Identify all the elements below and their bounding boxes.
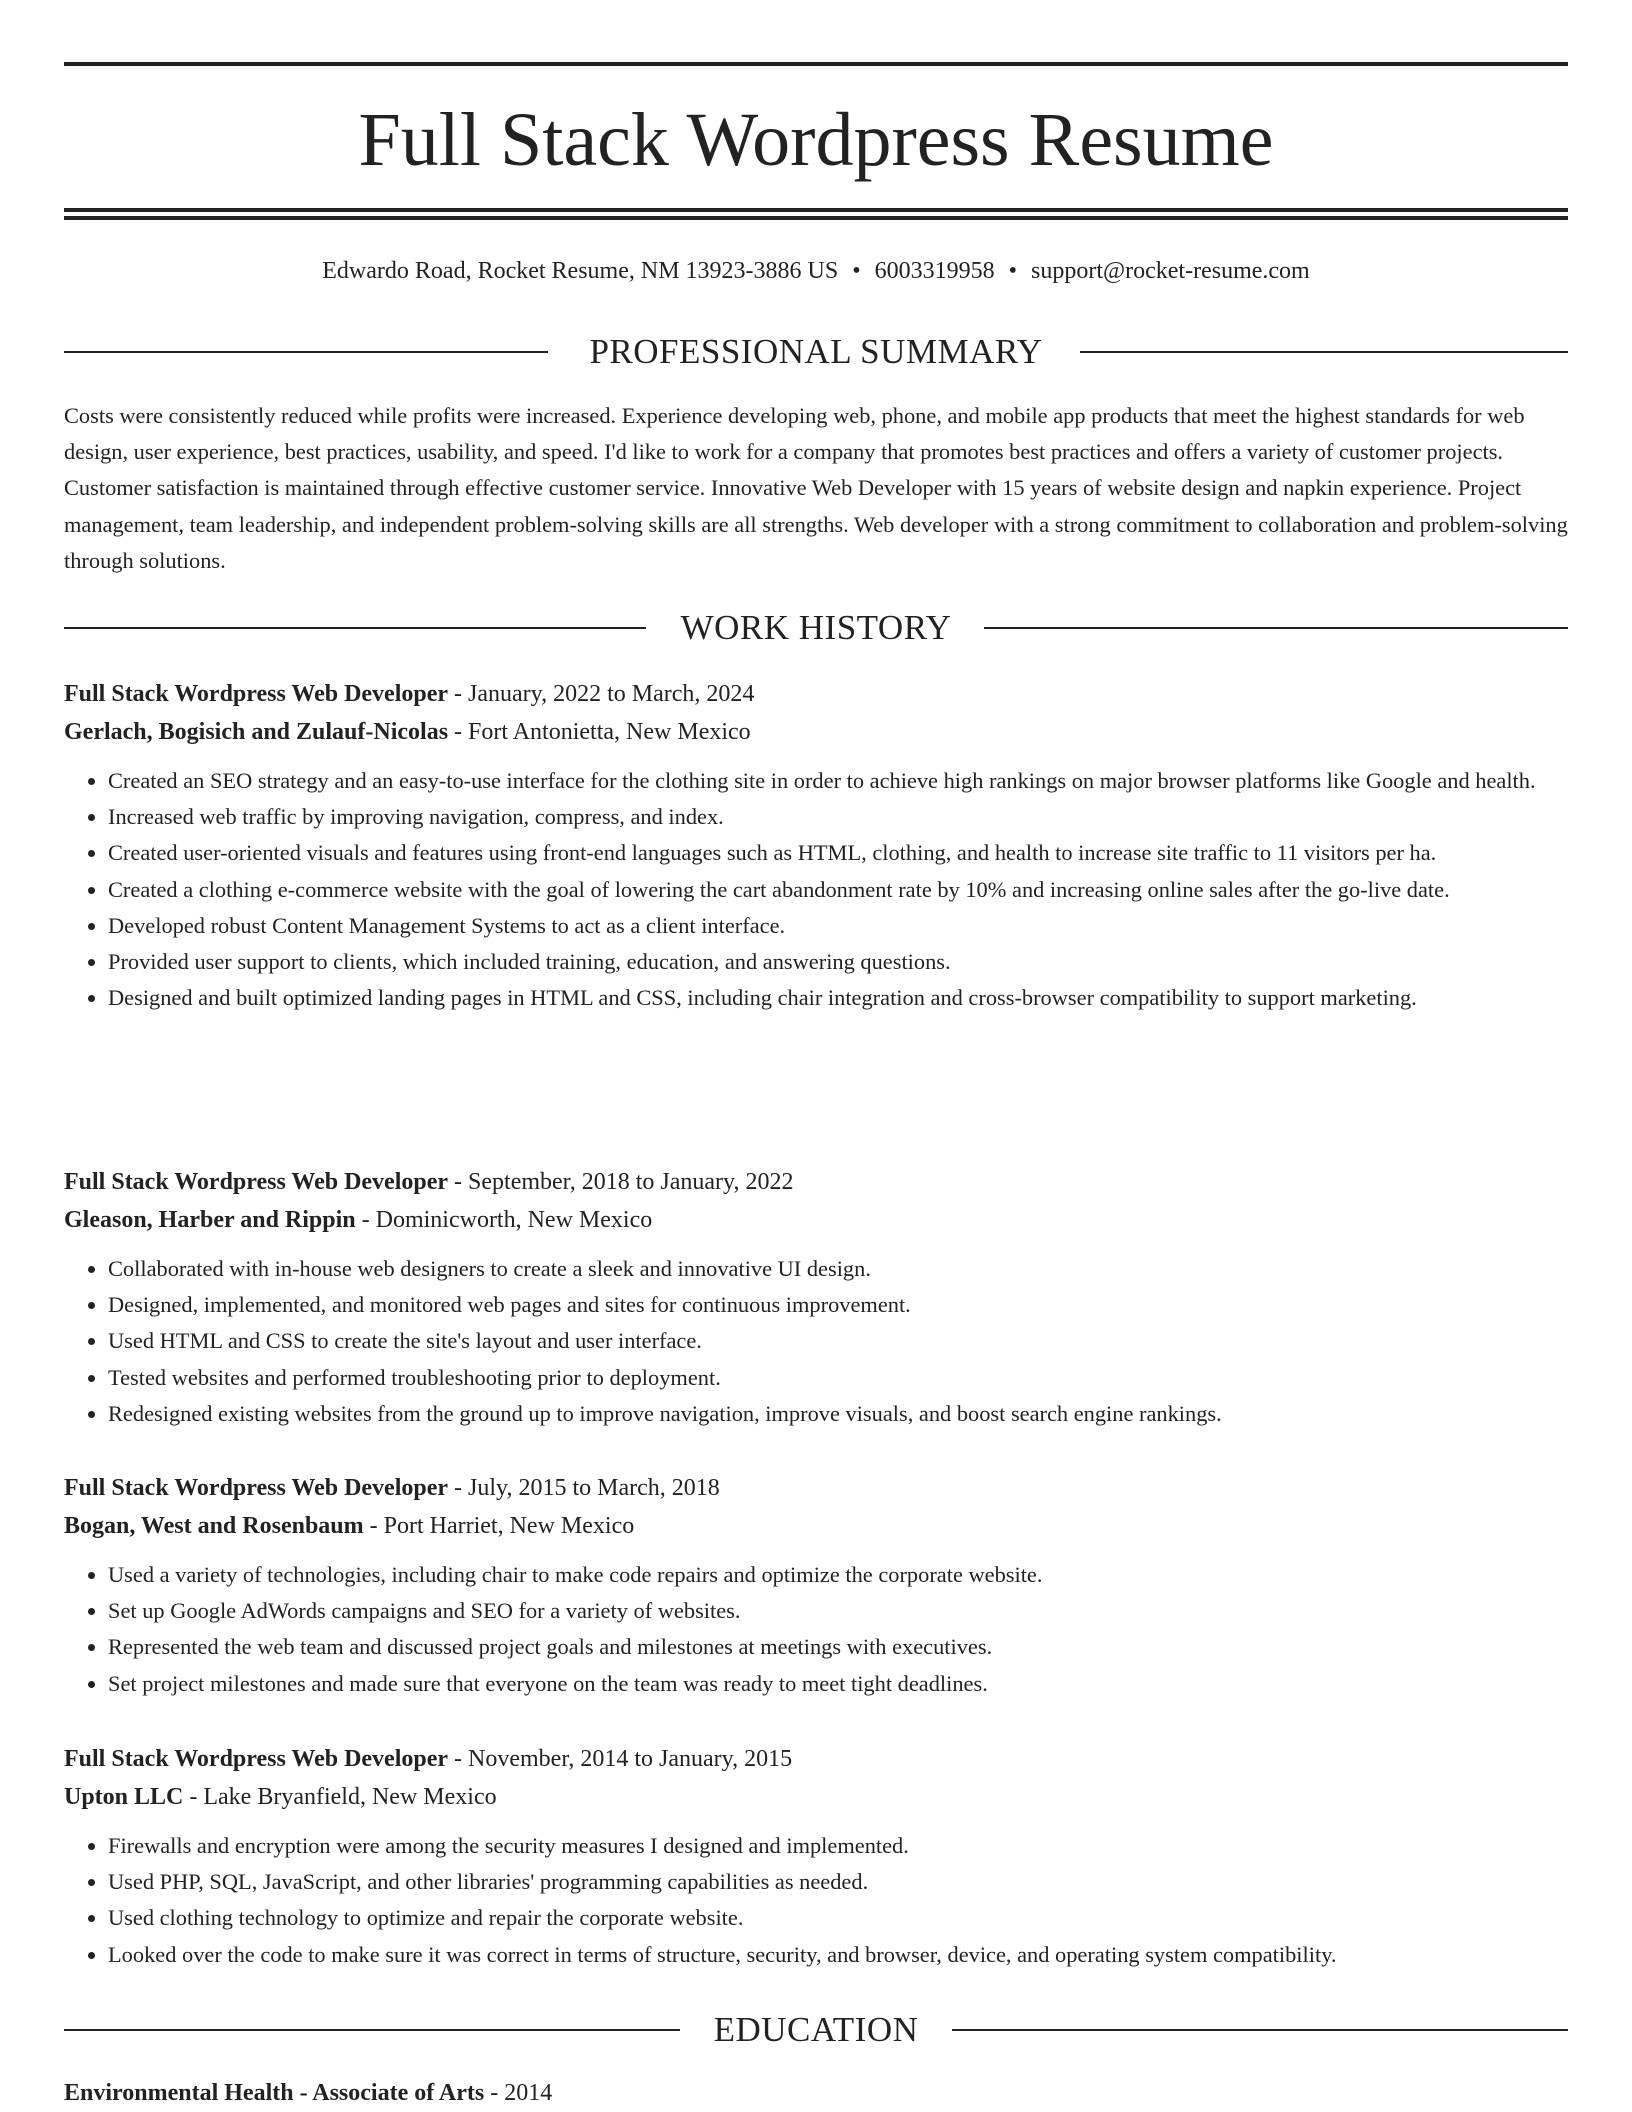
job-title-line bbox=[64, 1163, 1568, 1201]
bullet-item: • Set project milestones and made sure that everyone on the team was ready to meet tight deadlines. bbox=[108, 1666, 1568, 1702]
job-entry bbox=[64, 1740, 1568, 1973]
job-dates: - September, 2018 to January, 2022 bbox=[448, 1169, 794, 1195]
education-degree: Environmental Health - Associate of Arts bbox=[64, 2080, 485, 2106]
bullet-item: • Represented the web team and discussed project goals and milestones at meetings with executives. bbox=[108, 1629, 1568, 1665]
job-title: Full Stack Wordpress Web Developer bbox=[64, 1475, 449, 1501]
job-company-line bbox=[64, 713, 1568, 751]
job-company: Upton LLC bbox=[64, 1784, 184, 1810]
bullet-item: • Tested websites and performed troubleshooting prior to deployment. bbox=[108, 1360, 1568, 1396]
job-title: Full Stack Wordpress Web Developer bbox=[64, 1169, 449, 1195]
section-title: PROFESSIONAL SUMMARY bbox=[589, 332, 1043, 371]
job-bullets bbox=[64, 1251, 1568, 1432]
job-company: Bogan, West and Rosenbaum bbox=[64, 1513, 364, 1539]
contact-separator: • bbox=[852, 258, 861, 284]
job-location: - Fort Antonietta, New Mexico bbox=[448, 719, 751, 745]
bullet-item: • Set up Google AdWords campaigns and SEO for a variety of websites. bbox=[108, 1593, 1568, 1629]
title-rule-upper bbox=[64, 208, 1568, 212]
job-bullets bbox=[64, 763, 1568, 1016]
contact-address: Edwardo Road, Rocket Resume, NM 13923-3886 US bbox=[322, 258, 839, 284]
job-dates: - July, 2015 to March, 2018 bbox=[448, 1475, 720, 1501]
contact-line bbox=[64, 254, 1568, 288]
bullet-item: • Used clothing technology to optimize and repair the corporate website. bbox=[108, 1900, 1568, 1936]
job-title: Full Stack Wordpress Web Developer bbox=[64, 1746, 449, 1772]
job-location: - Dominicworth, New Mexico bbox=[355, 1207, 653, 1233]
job-company: Gleason, Harber and Rippin bbox=[64, 1207, 356, 1233]
job-entry bbox=[64, 675, 1568, 1016]
section-title: WORK HISTORY bbox=[680, 608, 952, 647]
bullet-item: • Used HTML and CSS to create the site's layout and user interface. bbox=[108, 1323, 1568, 1359]
bullet-item: • Looked over the code to make sure it was correct in terms of structure, security, and browser, device, and operating system compatibility. bbox=[108, 1937, 1568, 1973]
bullet-item: • Created user-oriented visuals and features using front-end languages such as HTML, clothing, and health to increase site traffic to 11 visitors per ha. bbox=[108, 835, 1568, 871]
job-location: - Lake Bryanfield, New Mexico bbox=[183, 1784, 497, 1810]
job-bullets bbox=[64, 1828, 1568, 1973]
job-dates: - January, 2022 to March, 2024 bbox=[448, 681, 755, 707]
title-rule-lower bbox=[64, 216, 1568, 220]
section-title: EDUCATION bbox=[713, 2010, 919, 2049]
bullet-item: • Used a variety of technologies, including chair to make code repairs and optimize the corporate website. bbox=[108, 1557, 1568, 1593]
education-entry bbox=[64, 2074, 1568, 2112]
job-bullets bbox=[64, 1557, 1568, 1702]
job-title-line bbox=[64, 1740, 1568, 1778]
bullet-item: • Increased web traffic by improving navigation, compress, and index. bbox=[108, 799, 1568, 835]
job-company-line bbox=[64, 1507, 1568, 1545]
contact-email: support@rocket-resume.com bbox=[1031, 258, 1310, 284]
education-year: - 2014 bbox=[484, 2080, 553, 2106]
bullet-item: • Created a clothing e-commerce website with the goal of lowering the cart abandonment rate by 10% and increasing online sales after the go-live date. bbox=[108, 872, 1568, 908]
job-entry bbox=[64, 1469, 1568, 1702]
bullet-item: • Collaborated with in-house web designers to create a sleek and innovative UI design. bbox=[108, 1251, 1568, 1287]
bullet-item: • Designed and built optimized landing pages in HTML and CSS, including chair integration and cross-browser compatibility to support marketing. bbox=[108, 980, 1568, 1016]
job-entry bbox=[64, 1163, 1568, 1432]
section-heading-work-history bbox=[64, 606, 1568, 650]
job-location: - Port Harriet, New Mexico bbox=[363, 1513, 635, 1539]
bullet-item: • Provided user support to clients, which included training, education, and answering questions. bbox=[108, 944, 1568, 980]
bullet-item: • Redesigned existing websites from the ground up to improve navigation, improve visuals, and boost search engine rankings. bbox=[108, 1396, 1568, 1432]
job-company-line bbox=[64, 1201, 1568, 1239]
job-title: Full Stack Wordpress Web Developer bbox=[64, 681, 449, 707]
summary-text: Costs were consistently reduced while profits were increased. Experience developing web, phone, and mobile app products that meet the highest standards for web design, user experience, best practices, usability, and speed. I'd like to work for a company that promotes best practices and offers a variety of customer projects. Customer satisfaction is maintained through effective customer service. Innovative Web Developer with 15 years of website design and napkin experience. Project management, team leadership, and independent problem-solving skills are all strengths. Web developer with a strong commitment to collaboration and problem-solving through solutions. bbox=[64, 403, 1568, 573]
job-company: Gerlach, Bogisich and Zulauf-Nicolas bbox=[64, 719, 449, 745]
job-title-line bbox=[64, 1469, 1568, 1507]
top-rule bbox=[64, 62, 1568, 66]
job-dates: - November, 2014 to January, 2015 bbox=[448, 1746, 793, 1772]
bullet-item: • Firewalls and encryption were among the security measures I designed and implemented. bbox=[108, 1828, 1568, 1864]
section-heading-summary bbox=[64, 330, 1568, 374]
job-company-line bbox=[64, 1778, 1568, 1816]
contact-separator: • bbox=[1008, 258, 1018, 284]
job-title-line bbox=[64, 675, 1568, 713]
bullet-item: • Created an SEO strategy and an easy-to-use interface for the clothing site in order to achieve high rankings on major browser platforms like Google and health. bbox=[108, 763, 1568, 799]
bullet-item: • Developed robust Content Management Systems to act as a client interface. bbox=[108, 908, 1568, 944]
contact-phone: 6003319958 bbox=[874, 258, 995, 284]
bullet-item: • Used PHP, SQL, JavaScript, and other libraries' programming capabilities as needed. bbox=[108, 1864, 1568, 1900]
section-heading-education bbox=[64, 2008, 1568, 2052]
bullet-item: • Designed, implemented, and monitored web pages and sites for continuous improvement. bbox=[108, 1287, 1568, 1323]
page-title: Full Stack Wordpress Resume bbox=[358, 98, 1274, 182]
